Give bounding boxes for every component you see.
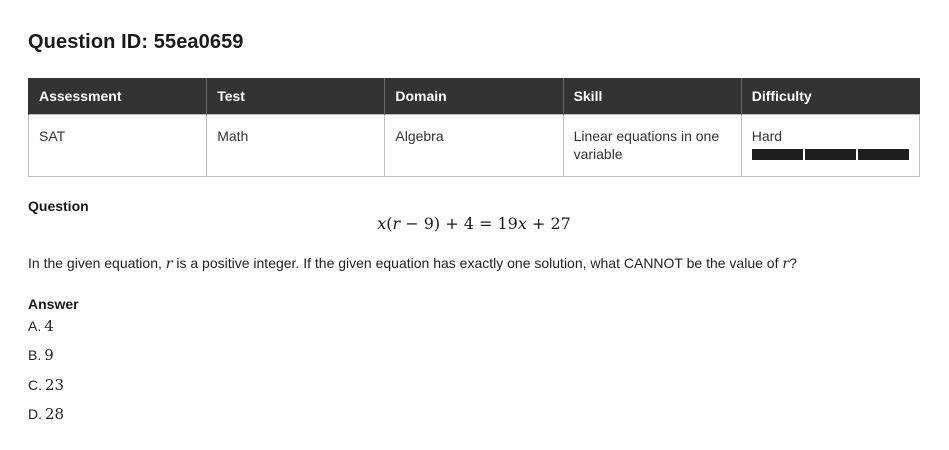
question-equation (28, 214, 920, 233)
equation-var-x: x (377, 214, 387, 233)
choice-letter: B. (28, 347, 42, 363)
difficulty-bar (805, 149, 856, 160)
column-header-domain: Domain (385, 78, 563, 115)
answer-label: Answer (28, 296, 79, 312)
equation-end: + 27 (526, 214, 571, 233)
column-header-assessment: Assessment (29, 78, 207, 115)
equation-var-x: x (517, 214, 527, 233)
column-header-test: Test (207, 78, 385, 115)
choice-value: 4 (44, 317, 54, 335)
page-title: Question ID: 55ea0659 (28, 31, 244, 53)
cell-difficulty (741, 115, 919, 177)
difficulty-bar (858, 149, 909, 160)
column-header-skill: Skill (563, 78, 741, 115)
answer-choice-a (28, 317, 54, 335)
cell-assessment: SAT (29, 115, 207, 177)
question-meta-table (28, 78, 920, 177)
answer-choice-d (28, 405, 64, 423)
equation-middle: − 9) + 4 = 19 (400, 214, 518, 233)
stem-var-r: r (782, 256, 790, 272)
equation-var-r: r (392, 214, 401, 233)
stem-text: ? (789, 255, 797, 271)
cell-skill: Linear equations in one variable (563, 115, 741, 177)
choice-letter: D. (28, 406, 42, 422)
stem-var-r: r (165, 256, 173, 272)
question-stem (28, 255, 797, 272)
difficulty-label: Hard (751, 128, 783, 144)
choice-letter: C. (28, 377, 42, 393)
table-header-row (29, 78, 920, 115)
cell-domain: Algebra (385, 115, 563, 177)
difficulty-bar (752, 149, 803, 160)
difficulty-meter (752, 149, 909, 160)
choice-value: 28 (45, 405, 65, 423)
question-label: Question (28, 198, 89, 214)
answer-choice-b (28, 346, 54, 364)
equation-open-paren: ( (386, 214, 393, 233)
stem-text: is a positive integer. If the given equation has exactly one solution, what CANNOT be the value of (172, 255, 783, 271)
column-header-difficulty: Difficulty (741, 78, 919, 115)
choice-letter: A. (28, 318, 42, 334)
choice-value: 23 (45, 376, 65, 394)
answer-choice-c (28, 376, 64, 394)
stem-text: In the given equation, (28, 255, 166, 271)
cell-test: Math (207, 115, 385, 177)
choice-value: 9 (44, 346, 54, 364)
table-row (29, 115, 920, 177)
